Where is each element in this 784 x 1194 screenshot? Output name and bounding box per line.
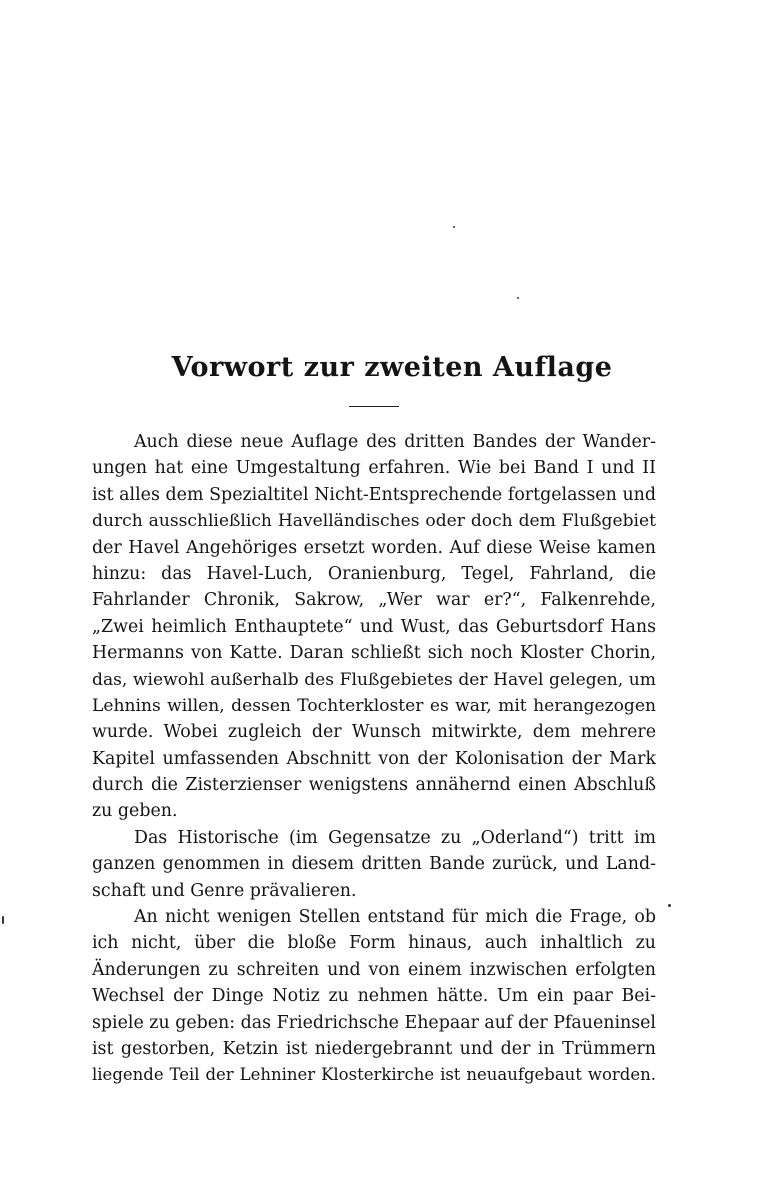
page-title: Vorwort zur zweiten Auflage [171,352,613,383]
text-line: ist alles dem Spezialtitel Nicht-Entsprechende fortgelassen und [92,484,656,505]
text-line: durch die Zisterzienser wenigstens annähernd einen Abschluß [92,775,656,796]
text-line: wurde. Wobei zugleich der Wunsch mitwirkte, dem mehrere [92,722,656,743]
title-divider [349,406,399,407]
text-line: Lehnins willen, dessen Tochterkloster es war, mit herangezogen [92,695,656,716]
text-line: ganzen genommen in diesem dritten Bande zurück, und Land- [92,854,656,875]
text-line: spiele zu geben: das Friedrichsche Ehepaar auf der Pfaueninsel [92,1012,656,1033]
text-line: durch ausschließlich Havelländisches oder doch dem Flußgebiet [92,511,656,532]
text-line: An nicht wenigen Stellen entstand für mich die Frage, ob [134,907,656,928]
text-line: Wechsel der Dinge Notiz zu nehmen hätte. Um ein paar Bei- [92,986,656,1007]
scan-speck [2,916,4,924]
scan-speck [668,904,671,907]
text-line: Änderungen zu schreiten und von einem inzwischen erfolgten [92,959,656,980]
text-line: ist gestorben, Ketzin ist niedergebrannt und der in Trümmern [92,1038,656,1059]
text-line: das, wiewohl außerhalb des Flußgebietes der Havel gelegen, um [92,669,656,690]
preface-body [92,429,656,1089]
text-line: der Havel Angehöriges ersetzt worden. Auf diese Weise kamen [92,537,656,558]
text-line: zu geben. [92,801,178,822]
text-line: Das Historische (im Gegensatze zu „Oderland“) tritt im [134,827,656,848]
text-line: schaft und Genre prävalieren. [92,880,357,901]
scan-speck [453,226,455,228]
text-line: Auch diese neue Auflage des dritten Bandes der Wander- [134,432,656,452]
text-line: hinzu: das Havel-Luch, Oranienburg, Tegel, Fahrland, die [92,563,656,584]
text-line: ungen hat eine Umgestaltung erfahren. Wie bei Band I und II [92,458,656,479]
scan-speck [517,297,519,299]
text-line: Kapitel umfassenden Abschnitt von der Kolonisation der Mark [92,748,656,769]
text-line: Hermanns von Katte. Daran schließt sich noch Kloster Chorin, [92,643,656,664]
text-line: „Zwei heimlich Enthauptete“ und Wust, das Geburtsdorf Hans [92,616,656,637]
text-line: ich nicht, über die bloße Form hinaus, auch inhaltlich zu [92,933,656,954]
text-line: Fahrlander Chronik, Sakrow, „Wer war er?“, Falkenrehde, [92,590,656,611]
text-line: liegende Teil der Lehniner Klosterkirche ist neuaufgebaut worden. [92,1065,656,1085]
